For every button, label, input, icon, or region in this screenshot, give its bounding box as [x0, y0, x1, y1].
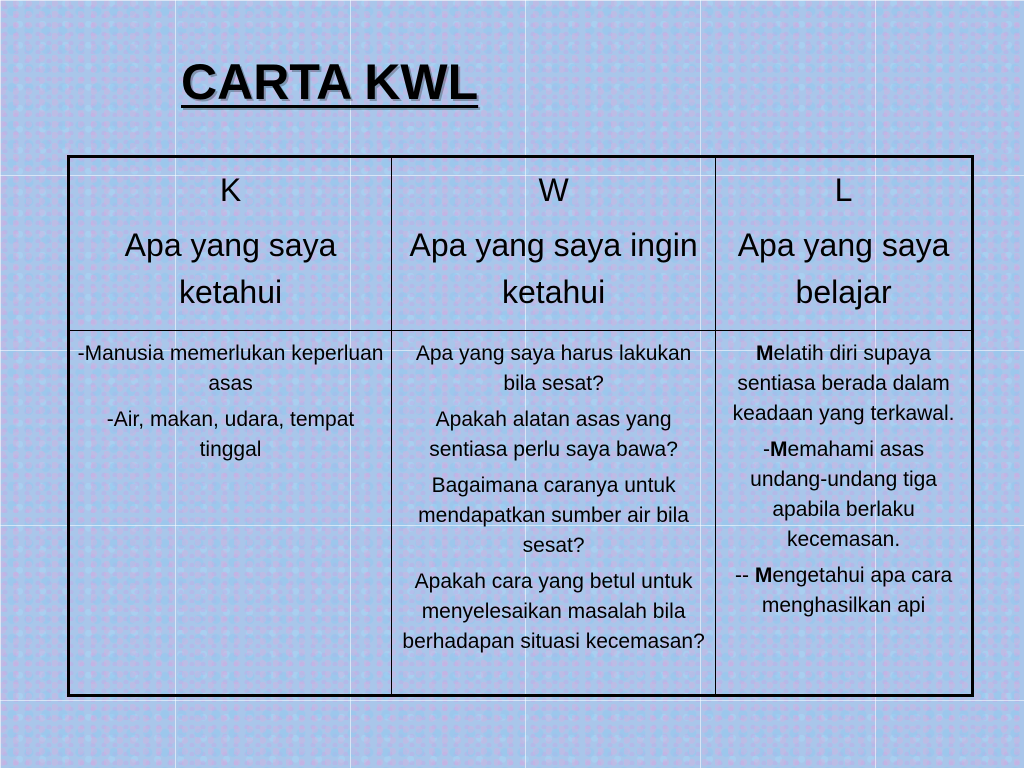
w-item: Apakah cara yang betul untuk menyelesaikan masalah bila berhadapan situasi kecemasan? — [402, 570, 705, 653]
k-item: -Manusia memerlukan keperluan asas — [77, 342, 384, 395]
header-cell-l — [716, 157, 973, 331]
header-letter: W — [538, 172, 569, 208]
table-body-row — [69, 331, 973, 696]
l-item-prefix: - — [763, 438, 771, 461]
header-description: Apa yang saya belajar — [737, 227, 950, 310]
l-item — [722, 339, 965, 429]
l-item — [722, 561, 965, 621]
l-item-initial: M — [754, 564, 773, 587]
header-letter: L — [834, 172, 853, 208]
l-item-prefix: -- — [734, 564, 755, 587]
header-description: Apa yang saya ketahui — [124, 227, 337, 310]
w-item: Apa yang saya harus lakukan bila sesat? — [415, 342, 692, 395]
header-description: Apa yang saya ingin ketahui — [409, 227, 698, 310]
k-item: -Air, makan, udara, tempat tinggal — [106, 408, 355, 461]
k-cell — [69, 331, 392, 696]
header-letter: K — [219, 172, 242, 208]
header-cell-k — [69, 157, 392, 331]
w-cell — [392, 331, 716, 696]
slide-title: CARTA KWL — [181, 54, 479, 110]
table-header-row — [69, 157, 973, 331]
l-item-initial: M — [756, 342, 774, 365]
l-item-text: emahami asas undang-undang tiga apabila berlaku kecemasan. — [750, 438, 937, 551]
l-item-initial: M — [770, 438, 788, 461]
l-item-text: elatih diri supaya sentiasa berada dalam keadaan yang terkawal. — [732, 342, 955, 425]
l-item — [722, 435, 965, 555]
w-item: Apakah alatan asas yang sentiasa perlu saya bawa? — [429, 408, 678, 461]
l-cell — [716, 331, 973, 696]
kwl-table — [67, 155, 974, 697]
l-item-text: engetahui apa cara menghasilkan api — [761, 564, 953, 617]
header-cell-w — [392, 157, 716, 331]
w-item: Bagaimana caranya untuk mendapatkan sumber air bila sesat? — [418, 474, 689, 557]
